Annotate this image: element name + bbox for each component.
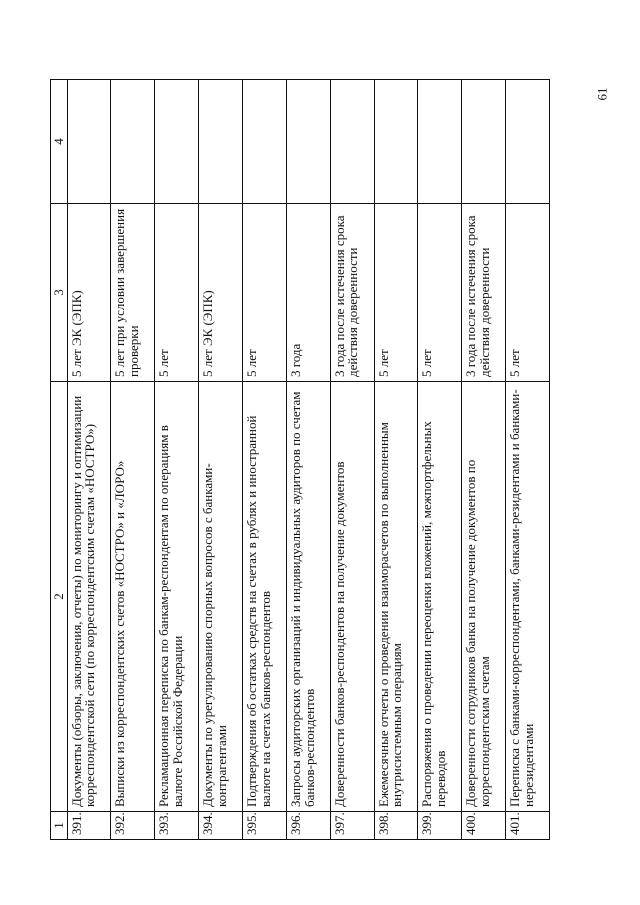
- table-row: [243, 80, 287, 840]
- col-header-note: 4: [51, 80, 68, 204]
- row-number: 396.: [286, 812, 330, 840]
- archive-table: [50, 79, 550, 840]
- document-type: Выписки из корреспондентских счетов «НОСТРО» и «ЛОРО»: [111, 382, 155, 812]
- document-type: Подтверждения об остатках средств на счетах в рублях и иностранной валюте на счетах банков-респондентов: [243, 382, 287, 812]
- document-type: Ежемесячные отчеты о проведении взаиморасчетов по выполненным внутрисистемным операциям: [374, 382, 418, 812]
- table-row: [506, 80, 550, 840]
- note: [418, 80, 462, 204]
- table-row: [199, 80, 243, 840]
- retention-term: 5 лет: [506, 204, 550, 382]
- table-row: [67, 80, 111, 840]
- row-number: 401.: [506, 812, 550, 840]
- row-number: 397.: [330, 812, 374, 840]
- retention-term: 5 лет: [374, 204, 418, 382]
- table-row: [330, 80, 374, 840]
- row-number: 399.: [418, 812, 462, 840]
- row-number: 400.: [462, 812, 506, 840]
- col-header-term: 3: [51, 204, 68, 382]
- col-header-document: 2: [51, 382, 68, 812]
- retention-term: 5 лет ЭК (ЭПК): [67, 204, 111, 382]
- note: [462, 80, 506, 204]
- note: [506, 80, 550, 204]
- table-row: [111, 80, 155, 840]
- row-number: 392.: [111, 812, 155, 840]
- document-type: Запросы аудиторских организаций и индивидуальных аудиторов по счетам банков-респондентов: [286, 382, 330, 812]
- row-number: 398.: [374, 812, 418, 840]
- note: [67, 80, 111, 204]
- table-row: [155, 80, 199, 840]
- note: [155, 80, 199, 204]
- document-type: Переписка с банками-корреспондентами, банками-резидентами и банками-нерезидентами: [506, 382, 550, 812]
- retention-term: 5 лет: [418, 204, 462, 382]
- note: [111, 80, 155, 204]
- note: [243, 80, 287, 204]
- row-number: 391.: [67, 812, 111, 840]
- note: [374, 80, 418, 204]
- table-row: [374, 80, 418, 840]
- row-number: 395.: [243, 812, 287, 840]
- page-number: 61: [594, 87, 610, 101]
- archive-sheet: [50, 80, 550, 840]
- note: [286, 80, 330, 204]
- document-type: Доверенности банков-респондентов на получение документов: [330, 382, 374, 812]
- row-number: 393.: [155, 812, 199, 840]
- retention-term: 3 года: [286, 204, 330, 382]
- retention-term: 5 лет: [243, 204, 287, 382]
- header-row: [51, 80, 68, 840]
- document-type: Доверенности сотрудников банка на получение документов по корреспондентским счетам: [462, 382, 506, 812]
- table-row: [418, 80, 462, 840]
- retention-term: 5 лет при условии завершения проверки: [111, 204, 155, 382]
- table-row: [462, 80, 506, 840]
- document-type: Рекламационная переписка по банкам-респондентам по операциям в валюте Российской Федерации: [155, 382, 199, 812]
- table-row: [286, 80, 330, 840]
- document-type: Документы (обзоры, заключения, отчеты) по мониторингу и оптимизации корреспондентской сети (по корреспондентским счетам «НОСТРО»): [67, 382, 111, 812]
- note: [330, 80, 374, 204]
- note: [199, 80, 243, 204]
- retention-term: 3 года после истечения срока действия доверенности: [330, 204, 374, 382]
- retention-term: 5 лет ЭК (ЭПК): [199, 204, 243, 382]
- document-type: Документы по урегулированию спорных вопросов с банками-контрагентами: [199, 382, 243, 812]
- retention-term: 3 года после истечения срока действия доверенности: [462, 204, 506, 382]
- row-number: 394.: [199, 812, 243, 840]
- retention-term: 5 лет: [155, 204, 199, 382]
- document-type: Распоряжения о проведении переоценки вложений, межпортфельных переводов: [418, 382, 462, 812]
- col-header-number: 1: [51, 812, 68, 840]
